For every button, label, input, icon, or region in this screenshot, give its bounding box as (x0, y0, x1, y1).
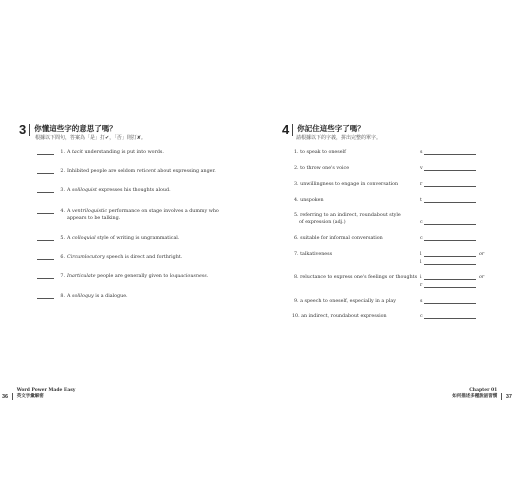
page-footer-right (452, 388, 512, 400)
answer-field[interactable]: t (420, 197, 476, 204)
answer-blank[interactable] (37, 173, 54, 174)
answer-field[interactable]: c (420, 219, 476, 226)
section-title: 你記住這些字了嗎？ (297, 124, 365, 133)
definition-text: 4. unspoken (294, 198, 324, 203)
answer-field[interactable]: c (420, 313, 476, 320)
answer-blank[interactable] (37, 240, 54, 241)
answer-field[interactable]: s (420, 149, 476, 156)
answer-blank[interactable] (37, 154, 54, 155)
question-row: 5. A colloquial style of writing is ungrammatical. (37, 235, 237, 242)
footer-divider (501, 393, 502, 400)
page-number: 37 (505, 394, 512, 400)
answer-blank[interactable] (37, 213, 54, 214)
section-subtitle: 請根據以下的字義，拼出完整的單字。 (296, 135, 382, 141)
book-title: Word Power Made Easy 英文字彙解密 (16, 388, 76, 399)
definition-text: 5. referring to an indirect, roundabout style of expression (adj.) (294, 213, 401, 225)
answer-blank[interactable] (37, 298, 54, 299)
question-row: 3. A soliloquist expresses his thoughts aloud. (37, 187, 237, 194)
question-row: 8. A soliloquy is a dialogue. (37, 293, 237, 300)
answer-field[interactable]: r (420, 181, 476, 188)
right-page (260, 0, 520, 500)
question-row: 6. Circumlocutory speech is direct and forthright. (37, 254, 237, 261)
section-title: 你懂這些字的意思了嗎？ (34, 124, 117, 133)
answer-field[interactable]: r (420, 282, 476, 289)
section-subtitle: 根據以下問句，答案為「是」打✔，「否」則打✘。 (35, 135, 146, 141)
answer-field[interactable]: l (420, 259, 476, 266)
page-number: 36 (2, 394, 9, 400)
definition-text: 7. talkativeness (294, 252, 333, 257)
question-row: 7. Inarticulate people are generally given to loquaciousness. (37, 273, 237, 280)
section-divider (292, 124, 293, 136)
definition-text: 3. unwillingness to engage in conversation (294, 182, 399, 187)
definition-text: 1. to speak to oneself (294, 150, 346, 155)
definition-text: 2. to throw one's voice (294, 166, 350, 171)
answer-field[interactable]: l or (420, 252, 485, 257)
question-row: 4. A ventriloquistic performance on stage involves a dummy who appears to be talking. (37, 208, 237, 222)
answer-field[interactable]: i or (420, 275, 485, 280)
answer-field[interactable]: c (420, 235, 476, 242)
section-divider (29, 124, 30, 136)
definition-text: 10. an indirect, roundabout expression (292, 314, 387, 319)
answer-field[interactable]: v (420, 165, 476, 172)
answer-blank[interactable] (37, 278, 54, 279)
answer-blank[interactable] (37, 192, 54, 193)
section-number: 3 (19, 122, 27, 137)
definition-text: 6. suitable for informal conversation (294, 236, 383, 241)
page-footer-left (2, 388, 75, 400)
section-number: 4 (282, 122, 290, 137)
answer-field[interactable]: s (420, 298, 476, 305)
question-row: 2. Inhibited people are seldom reticent about expressing anger. (37, 168, 237, 175)
answer-blank[interactable] (37, 259, 54, 260)
footer-divider (12, 393, 13, 400)
definition-text: 8. reluctance to express one's feelings or thoughts (294, 275, 418, 280)
definition-text: 9. a speech to oneself, especially in a play (294, 299, 396, 304)
chapter-title: Chapter 01 如何描述多種說話習慣 (452, 388, 498, 399)
question-row: 1. A tacit understanding is put into words. (37, 149, 237, 156)
